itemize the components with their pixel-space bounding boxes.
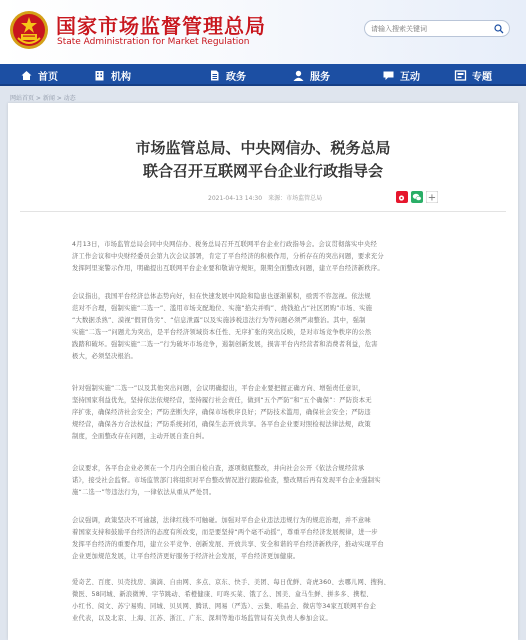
article-paragraph-3 [72,383,472,443]
topic-icon [454,69,467,82]
site-header [0,0,526,64]
paragraph-line: 会议要求，各平台企业必须在一个月内全面自检自查，逐项彻底整改，并向社会公开《依法合规经营承 [72,465,365,472]
article-paragraph-1 [72,239,472,275]
nav-item-label: 服务 [310,71,330,83]
nav-item-institution[interactable] [93,64,131,86]
paragraph-line: 爱奇艺、百度、贝壳找房、滴滴、自由网、多点、京东、快手、美团、每日优鲜、奇虎360、去哪儿网、搜狗、 [72,579,390,586]
paragraph-line: 微医、58同城、新浪微博、字节跳动、希橙健康、叮咚买菜、饿了么、国美、盒马生鲜、拼多多、携程、 [72,591,373,598]
chat-icon [382,69,395,82]
nav-item-interaction[interactable] [382,64,420,86]
article-paragraph-4 [72,463,472,499]
paragraph-line: 实施“二选一”问题尤为突出，是平台经济领域资本任性、无序扩张的突出反映，是对市场竞争秩序的公然 [72,329,372,336]
national-emblem-icon[interactable] [9,10,49,50]
paragraph-line: 针对强制实施“二选一”以及其他突出问题，会议明确提出，平台企业要把握正确方向、增强责任意识， [72,385,365,392]
paragraph-line: 范对不合理，强制实施“二选一”、滥用市场支配地位、实施“掐尖并购”、烧钱抢占“社区团购”市场、实施 [72,305,373,312]
article-paragraph-5 [72,515,472,563]
search-box [364,20,510,37]
article-paragraph-2 [72,291,472,363]
paragraph-line: 施“二选一”等违法行为，一律依法从重从严处罚。 [72,489,216,496]
article-meta: 2021-04-13 14:30 来源：市场监管总局 [208,195,323,202]
paragraph-line: 制度，全面整改存在问题，主动开展自查自纠。 [72,433,209,440]
paragraph-line: “大数据杀熟”、漠视“假冒伪劣”、“信息泄露”以及实施涉税违法行为等问题必须严肃整治。其中，强制 [72,317,366,324]
paragraph-line: 企业更加规范发展，让平台经济更好服务于经济社会发展，平台经济更加健康。 [72,553,300,560]
site-title[interactable]: 国家市场监督管理总局 [56,14,266,38]
search-icon[interactable] [494,24,504,34]
paragraph-line: 业代表，以及北京、上海、江苏、浙江、广东、深圳等地市场监管局有关负责人参加会议。 [72,615,332,622]
paragraph-line: 诺》，接受社会监督。市场监管部门将组织对平台整改情况进行跟踪检查，整改期后再有发现平台企业强制实 [72,477,381,484]
nav-item-label: 首页 [38,71,58,83]
breadcrumb[interactable]: 网站首页 > 新闻 > 动态 [10,95,76,102]
weibo-share-icon[interactable] [396,191,408,203]
search-input[interactable] [371,22,489,35]
nav-item-service[interactable] [292,64,330,86]
more-share-icon[interactable] [426,191,438,203]
article-paragraph-6 [72,577,472,625]
home-icon [20,69,33,82]
svg-text:+: + [427,192,437,203]
paragraph-line: 坚持国家利益优先，坚持依法依规经营，坚持履行社会责任，做到“五个严防”和“五个确保”：严防资本无 [72,397,372,404]
paragraph-line: 序扩张，确保经济社会安全；严防垄断失序，确保市场秩序良好；严防技术滥用，确保社会安全；严防违 [72,409,371,416]
paragraph-line: 小红书、阅文、苏宁易购、同城、贝贝网、腾讯、网易（严选）、云集、唯品会、微店等34家互联网平台企 [72,603,377,610]
nav-item-topics[interactable] [454,64,492,86]
site-subtitle: State Administration for Market Regulation [57,37,250,47]
paragraph-line: 极大，必须坚决根治。 [72,353,137,360]
article-title-line-2: 联合召开互联网平台企业行政指导会 [142,162,383,180]
building-icon [93,69,106,82]
paragraph-line: 4月13日，市场监管总局会同中央网信办、税务总局召开互联网平台企业行政指导会。会议贯彻落实中央经 [72,241,377,248]
nav-item-label: 机构 [111,71,131,83]
wechat-share-icon[interactable] [411,191,423,203]
paragraph-line: 会议指出，我国平台经济总体态势向好，但在快速发展中风险和隐患也逐渐累积，亟需不容忽视。依法规 [72,293,371,300]
paragraph-line: 规经营，确保各方合法权益；严防系统封闭，确保生态开放共享。各平台企业要对照检视法律法规，政策 [72,421,371,428]
nav-item-label: 专题 [472,71,492,83]
title-divider [20,211,506,212]
paragraph-line: 会议强调，政策坚决不可逾越，法律红线不可触碰。加强对平台企业违法违规行为的规范治理，并不意味 [72,517,371,524]
nav-item-affairs[interactable] [208,64,246,86]
nav-item-label: 互动 [400,71,420,83]
service-icon [292,69,305,82]
paragraph-line: 着国家支持和鼓励平台经济的态度有所改变，而是要坚持“两个毫不动摇”，尊重平台经济发展规律，进一步 [72,529,378,536]
nav-item-home[interactable] [20,64,58,86]
article-title-line-1: 市场监管总局、中央网信办、税务总局 [135,139,391,157]
nav-item-label: 政务 [226,71,246,83]
paragraph-line: 发挥阿里案警示作用，明确提出互联网平台企业要和敬请守规矩，限期全面整改问题，建立平台经济新秩序。 [72,265,384,272]
main-nav [0,64,526,86]
paragraph-line: 济工作会议和中央财经委员会第九次会议部署，肯定了平台经济的积极作用，分析存在的突出问题，要求充分 [72,253,384,260]
paragraph-line: 发挥平台经济的重要作用，建立公平竞争、创新发展、开放共享、安全和谐的平台经济新秩序，推动实现平台 [72,541,384,548]
document-icon [208,69,221,82]
paragraph-line: 践踏和破坏。强制实施“二选一”行为破坏市场竞争，遏制创新发展，损害平台内经营者和消费者利益，危害 [72,341,378,348]
article-card [8,103,518,640]
